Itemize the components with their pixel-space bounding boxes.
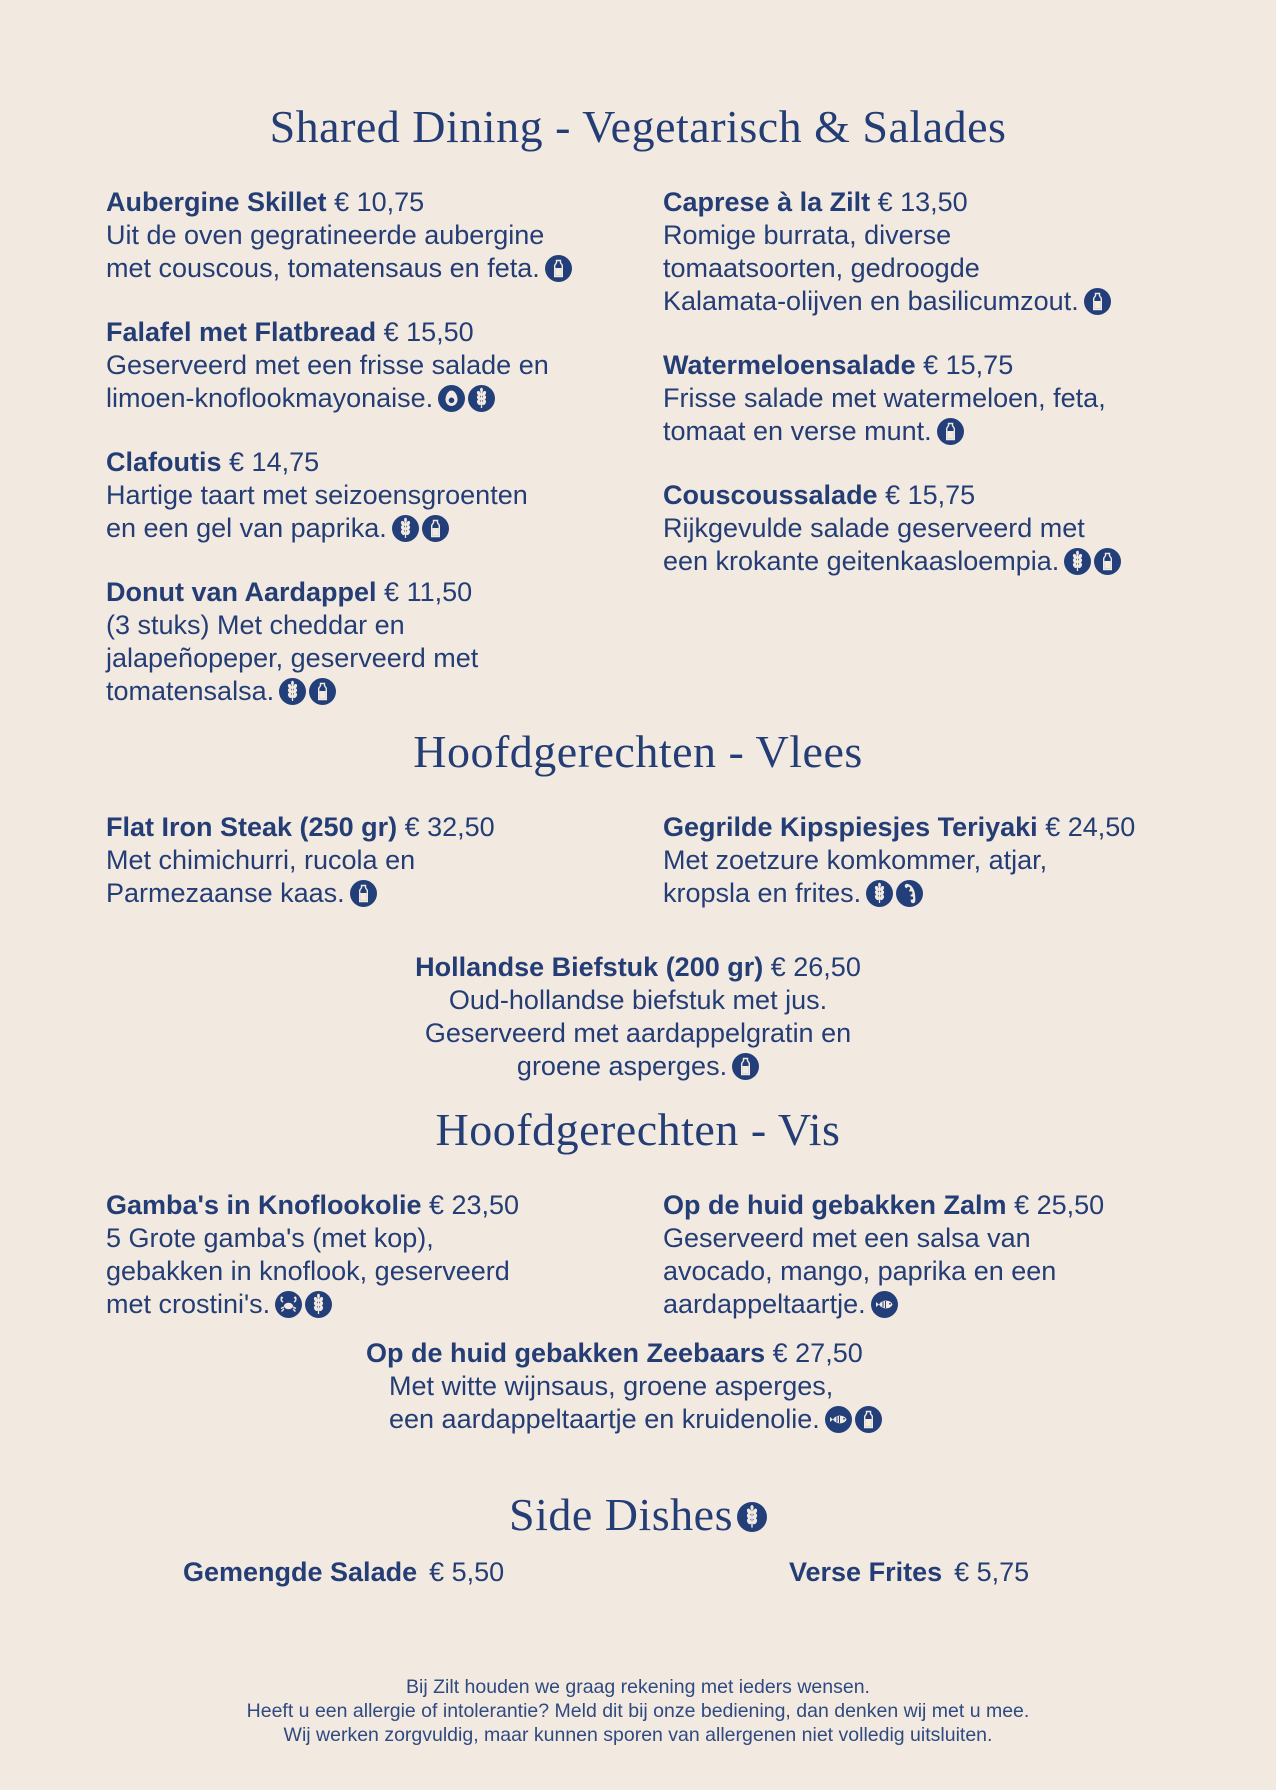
section-heading-side-dishes (0, 1488, 1276, 1541)
dish-description: Geserveerd met een frisse salade en (106, 350, 549, 380)
dish-price: € 5,75 (954, 1557, 1030, 1587)
dish-price: € 15,75 (885, 480, 976, 510)
dish-description: en een gel van paprika. (106, 513, 387, 543)
dish-name: Clafoutis (106, 447, 222, 477)
dish-price: € 15,50 (383, 317, 474, 347)
fish-icon (871, 1291, 898, 1318)
dish-price: € 25,50 (1014, 1190, 1105, 1220)
menu-item (366, 1337, 882, 1436)
dish-name: Falafel met Flatbread (106, 317, 377, 347)
menu-item (663, 479, 1121, 578)
dish-name: Flat Iron Steak (250 gr) (106, 812, 398, 842)
dish-name: Verse Frites (789, 1557, 943, 1587)
wheat-icon (279, 678, 306, 705)
dish-name: Gegrilde Kipspiesjes Teriyaki (663, 812, 1038, 842)
dish-description: 5 Grote gamba's (met kop), (106, 1223, 434, 1253)
dish-price: € 11,50 (384, 577, 473, 607)
dish-description: Hartige taart met seizoensgroenten (106, 480, 528, 510)
dish-description: (3 stuks) Met cheddar en (106, 610, 405, 640)
dish-description: avocado, mango, paprika en een (663, 1256, 1057, 1286)
footer-line: Heeft u een allergie of intolerantie? Meld dit bij onze bediening, dan denken wij met u mee. (246, 1700, 1030, 1722)
menu-item (106, 186, 572, 285)
menu-item (106, 446, 528, 545)
dish-description: Met chimichurri, rucola en (106, 845, 416, 875)
dish-description: Geserveerd met een salsa van (663, 1223, 1031, 1253)
dish-price: € 13,50 (877, 187, 968, 217)
dish-description: tomatensalsa. (106, 676, 275, 706)
dish-description: kropsla en frites. (663, 878, 862, 908)
dish-description: groene asperges. (516, 1051, 728, 1081)
menu-item (663, 1189, 1104, 1321)
dish-description: Uit de oven gegratineerde aubergine (106, 220, 545, 250)
section-heading-vis: Hoofdgerechten - Vis (435, 1104, 841, 1155)
dish-name: Gemengde Salade (183, 1557, 418, 1587)
wheat-icon (1064, 548, 1091, 575)
wheat-icon (468, 385, 495, 412)
dish-description: Oud-hollandse biefstuk met jus. (448, 985, 828, 1015)
milk-bottle-icon (309, 678, 336, 705)
dish-price: € 27,50 (772, 1338, 863, 1368)
wheat-icon (737, 1502, 767, 1532)
menu-item (106, 1189, 519, 1321)
dish-name: Op de huid gebakken Zeebaars (366, 1338, 766, 1368)
section-heading-vegetarisch: Shared Dining - Vegetarisch & Salades (269, 101, 1007, 152)
milk-bottle-icon (732, 1053, 759, 1080)
dish-name: Watermeloensalade (663, 350, 916, 380)
dish-name: Op de huid gebakken Zalm (663, 1190, 1007, 1220)
menu-item (663, 811, 1135, 910)
dish-price: € 5,50 (429, 1557, 505, 1587)
dish-description: gebakken in knoflook, geserveerd (106, 1256, 510, 1286)
menu-item (106, 316, 549, 415)
dish-description: Geserveerd met aardappelgratin en (424, 1018, 852, 1048)
menu-item (106, 811, 495, 910)
wheat-icon (392, 515, 419, 542)
dish-description: Met zoetzure komkommer, atjar, (663, 845, 1048, 875)
side-dish-item (183, 1557, 504, 1588)
crab-icon (275, 1291, 302, 1318)
dish-description: met crostini's. (106, 1289, 271, 1319)
dish-price: € 24,50 (1045, 812, 1136, 842)
dish-name: Couscoussalade (663, 480, 878, 510)
dish-description: Kalamata-olijven en basilicumzout. (663, 286, 1079, 316)
milk-bottle-icon (1084, 288, 1111, 315)
dish-price: € 23,50 (428, 1190, 520, 1220)
dish-description: Met witte wijnsaus, groene asperges, (389, 1371, 834, 1401)
dish-description: Frisse salade met watermeloen, feta, (663, 383, 1106, 413)
dish-price: € 14,75 (229, 447, 320, 477)
dish-description: tomaat en verse munt. (663, 416, 932, 446)
milk-bottle-icon (855, 1406, 882, 1433)
menu-item (663, 349, 1106, 448)
fish-icon (825, 1406, 852, 1433)
footer-line: Wij werken zorgvuldig, maar kunnen sporen van allergenen niet volledig uitsluiten. (283, 1724, 993, 1746)
dish-description: met couscous, tomatensaus en feta. (106, 253, 540, 283)
menu-item (106, 576, 478, 708)
dish-description: jalapeñopeper, geserveerd met (106, 643, 479, 673)
dish-name: Caprese à la Zilt (663, 187, 871, 217)
allergy-notice (0, 1675, 1276, 1747)
dish-description: een krokante geitenkaasloempia. (663, 546, 1060, 576)
milk-bottle-icon (1094, 548, 1121, 575)
section-heading-vlees: Hoofdgerechten - Vlees (413, 726, 863, 777)
menu-item (663, 186, 1111, 318)
milk-bottle-icon (545, 255, 572, 282)
menu-item (0, 951, 1276, 1083)
dish-description: tomaatsoorten, gedroogde (663, 253, 980, 283)
dish-name: Aubergine Skillet (106, 187, 327, 217)
dish-description: limoen-knoflookmayonaise. (106, 383, 434, 413)
milk-bottle-icon (350, 880, 377, 907)
footer-line: Bij Zilt houden we graag rekening met ieders wensen. (406, 1676, 870, 1698)
dish-name: Hollandse Biefstuk (200 gr) (415, 952, 764, 982)
dish-description: Rijkgevulde salade geserveerd met (663, 513, 1085, 543)
wheat-icon (866, 880, 893, 907)
dish-name: Gamba's in Knoflookolie (106, 1190, 422, 1220)
dish-price: € 15,75 (923, 350, 1014, 380)
dish-price: € 10,75 (334, 187, 425, 217)
dish-description: een aardappeltaartje en kruidenolie. (389, 1404, 820, 1434)
soy-icon (896, 880, 923, 907)
wheat-icon (305, 1291, 332, 1318)
egg-icon (438, 385, 465, 412)
milk-bottle-icon (937, 418, 964, 445)
dish-price: € 26,50 (770, 952, 861, 982)
dish-price: € 32,50 (404, 812, 495, 842)
side-dishes-title: Side Dishes (509, 1489, 733, 1540)
dish-description: Parmezaanse kaas. (106, 878, 345, 908)
side-dish-item (789, 1557, 1029, 1588)
dish-description: Romige burrata, diverse (663, 220, 952, 250)
dish-name: Donut van Aardappel (106, 577, 377, 607)
milk-bottle-icon (422, 515, 449, 542)
dish-description: aardappeltaartje. (663, 1289, 866, 1319)
